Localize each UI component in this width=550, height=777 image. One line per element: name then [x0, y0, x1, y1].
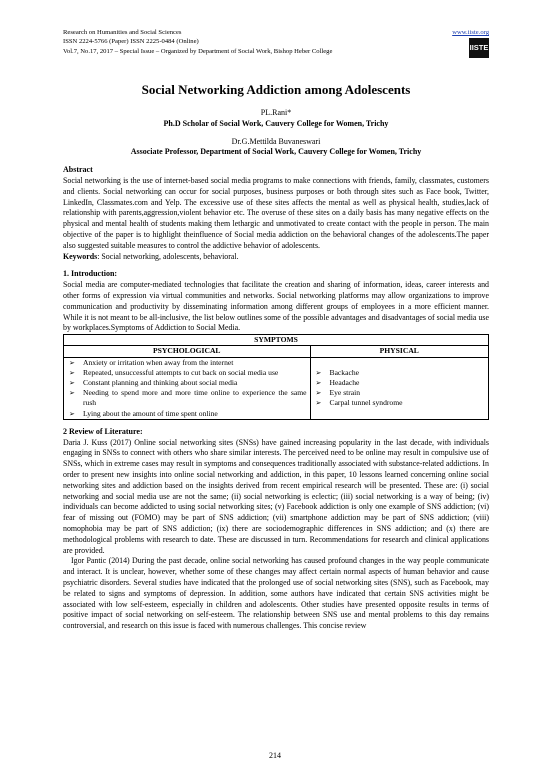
symptom-text: Repeated, unsuccessful attempts to cut back on social media use: [83, 367, 279, 377]
symptom-item: [314, 368, 486, 378]
symptom-item: [314, 378, 486, 388]
symptom-text: Needing to spend more and more time online to experience the same rush: [83, 388, 307, 408]
author-block-2: [63, 137, 489, 159]
symptom-item: [67, 388, 307, 408]
keywords-label: Keywords: [63, 251, 98, 261]
table-title: SYMPTOMS: [64, 335, 489, 346]
symptom-item: [67, 409, 307, 419]
bullet-arrow-icon: ➢: [69, 378, 75, 387]
bullet-arrow-icon: ➢: [315, 368, 322, 377]
running-header: [63, 28, 489, 56]
abstract-heading: Abstract: [63, 165, 93, 175]
symptom-item: [314, 388, 486, 398]
journal-url-link[interactable]: www.iiste.org: [452, 29, 489, 36]
review-paragraph-1: Daria J. Kuss (2017) Online social networking sites (SNSs) have gained increasing popularity in the last decade, with individuals engaging in SNSs to connect with others who share similar interests. The perceived need to be online may result in compulsive use of SNSs, which in extreme cases may result in symptoms and consequences traditionally associated with substance-related addictions. In order to present new insights into online social networking and addiction, in this paper, 10 lessons learned concerning online social networking sites and addiction based on the insights derived from recent empirical research will be presented. These are: (i) social networking and social media use are not the same; (ii) social networking is eclectic; (iii) social networking is a way of being; (iv) individuals can become addicted to using social networking sites; (v) Facebook addiction is only one example of SNS addiction; (vi) fear of missing out (FOMO) may be part of SNS addiction; (vii) smartphone addiction may be part of SNS addiction; (viii) nomophobia may be part of SNS addiction; (ix) there are sociodemographic differences in SNS addiction; and (x) there are methodological problems with research to date. These are discussed in turn. Recommendations for research and clinical applications are provided.: [63, 437, 489, 555]
symptom-item: [314, 398, 486, 408]
issn-line: ISSN 2224-5766 (Paper) ISSN 2225-0484 (Online): [63, 38, 199, 46]
bullet-arrow-icon: ➢: [69, 389, 75, 398]
bullet-arrow-icon: ➢: [69, 368, 75, 377]
keywords-line: [63, 252, 489, 263]
psychological-cell: [64, 357, 311, 419]
bullet-arrow-icon: ➢: [315, 389, 322, 398]
author-affiliation: Associate Professor, Department of Social Work, Cauvery College for Women, Trichy: [130, 147, 422, 157]
volume-line: Vol.7, No.17, 2017 – Special Issue – Organized by Department of Social Work, Bishop Heber College: [63, 47, 333, 55]
symptom-text: Carpal tunnel syndrome: [329, 398, 403, 408]
journal-name: Research on Humanities and Social Sciences: [63, 29, 182, 36]
symptom-text: Backache: [329, 367, 360, 377]
keywords-text: : Social networking, adolescents, behavioral.: [97, 251, 239, 261]
review-paragraph-2: Igor Pantic (2014) During the past decade, online social networking has caused profound changes in the way people communicate and interact. It is unclear, however, whether some of these changes may affect certain normal aspects of human behavior and cause psychiatric disorders. Several studies have indicated that the prolonged use of social networking sites (SNS), such as Facebook, may be related to signs and symptoms of depression. In addition, some authors have indicated that certain SNS activities might be associated with low self-esteem, especially in children and adolescents. Other studies have presented opposite results in terms of positive impact of social networking on self-esteem. The relationship between SNS use and mental problems to this day remains controversial, and research on this issue is faced with numerous challenges. This concise review: [63, 556, 489, 631]
column-header-physical: PHYSICAL: [310, 346, 489, 357]
bullet-arrow-icon: ➢: [315, 399, 322, 408]
review-heading: 2 Review of Literature:: [63, 426, 143, 436]
physical-list: [314, 368, 486, 409]
iiste-logo: IISTE: [469, 38, 489, 58]
symptom-text: Lying about the amount of time spent online: [83, 408, 218, 418]
symptom-item: [67, 368, 307, 378]
symptom-item: [67, 358, 307, 368]
article-body: [63, 82, 489, 632]
abstract-text: Social networking is the use of internet-based social media programs to make connections with friends, family, classmates, customers and clients. Social networking can occur for social purposes, business purposes or both through sites such as Face book, Twitter, LinkedIn, Classmates.com and Yelp. The excessive use of these sites affects the mental as well as physical health, studies,lack of relationship with parents,aggression,violent behavior etc. The overuse of these sites on a daily basis has many negative effects on the physical and mental health of students making them lethargic and unmotivated to create contact with the people in person. The main objective of the paper is to highlight theinfluence of Social media addiction on the behavioral changes of the adolescents.The paper also suggested suitable measures to control the addictive behavior of adolescents.: [63, 175, 489, 250]
symptom-text: Anxiety or irritation when away from the internet: [83, 357, 234, 367]
author-block-1: [63, 108, 489, 130]
paper-title: Social Networking Addiction among Adolescents: [141, 82, 411, 97]
psychological-list: [67, 358, 307, 419]
column-header-psychological: PSYCHOLOGICAL: [64, 346, 311, 357]
author-name: Dr.G.Mettilda Buvaneswari: [231, 136, 321, 146]
symptom-text: Headache: [329, 377, 360, 387]
author-name: PL.Rani*: [260, 108, 292, 117]
symptom-item: [67, 378, 307, 388]
symptoms-table: [63, 334, 489, 420]
intro-text: Social media are computer-mediated technologies that facilitate the creation and sharing of information, ideas, career interests and other forms of expression via virtual communities and networks. Social networking platforms may allow organizations to improve communication and productivity by disseminating information among different groups of employees in a more efficient manner. While it is not meant to be all-inclusive, the list below outlines some of the possible advantages and disadvantages of social media use by workplaces.Symptoms of Addiction to Social Media.: [63, 280, 489, 333]
physical-cell: [310, 357, 489, 419]
symptom-text: Constant planning and thinking about social media: [83, 377, 238, 387]
bullet-arrow-icon: ➢: [69, 409, 75, 418]
bullet-arrow-icon: ➢: [69, 358, 75, 367]
author-affiliation: Ph.D Scholar of Social Work, Cauvery College for Women, Trichy: [163, 118, 389, 128]
page-number: 214: [269, 751, 281, 760]
symptom-text: Eye strain: [329, 388, 361, 398]
intro-heading: 1. Introduction:: [63, 269, 118, 279]
bullet-arrow-icon: ➢: [315, 378, 322, 387]
